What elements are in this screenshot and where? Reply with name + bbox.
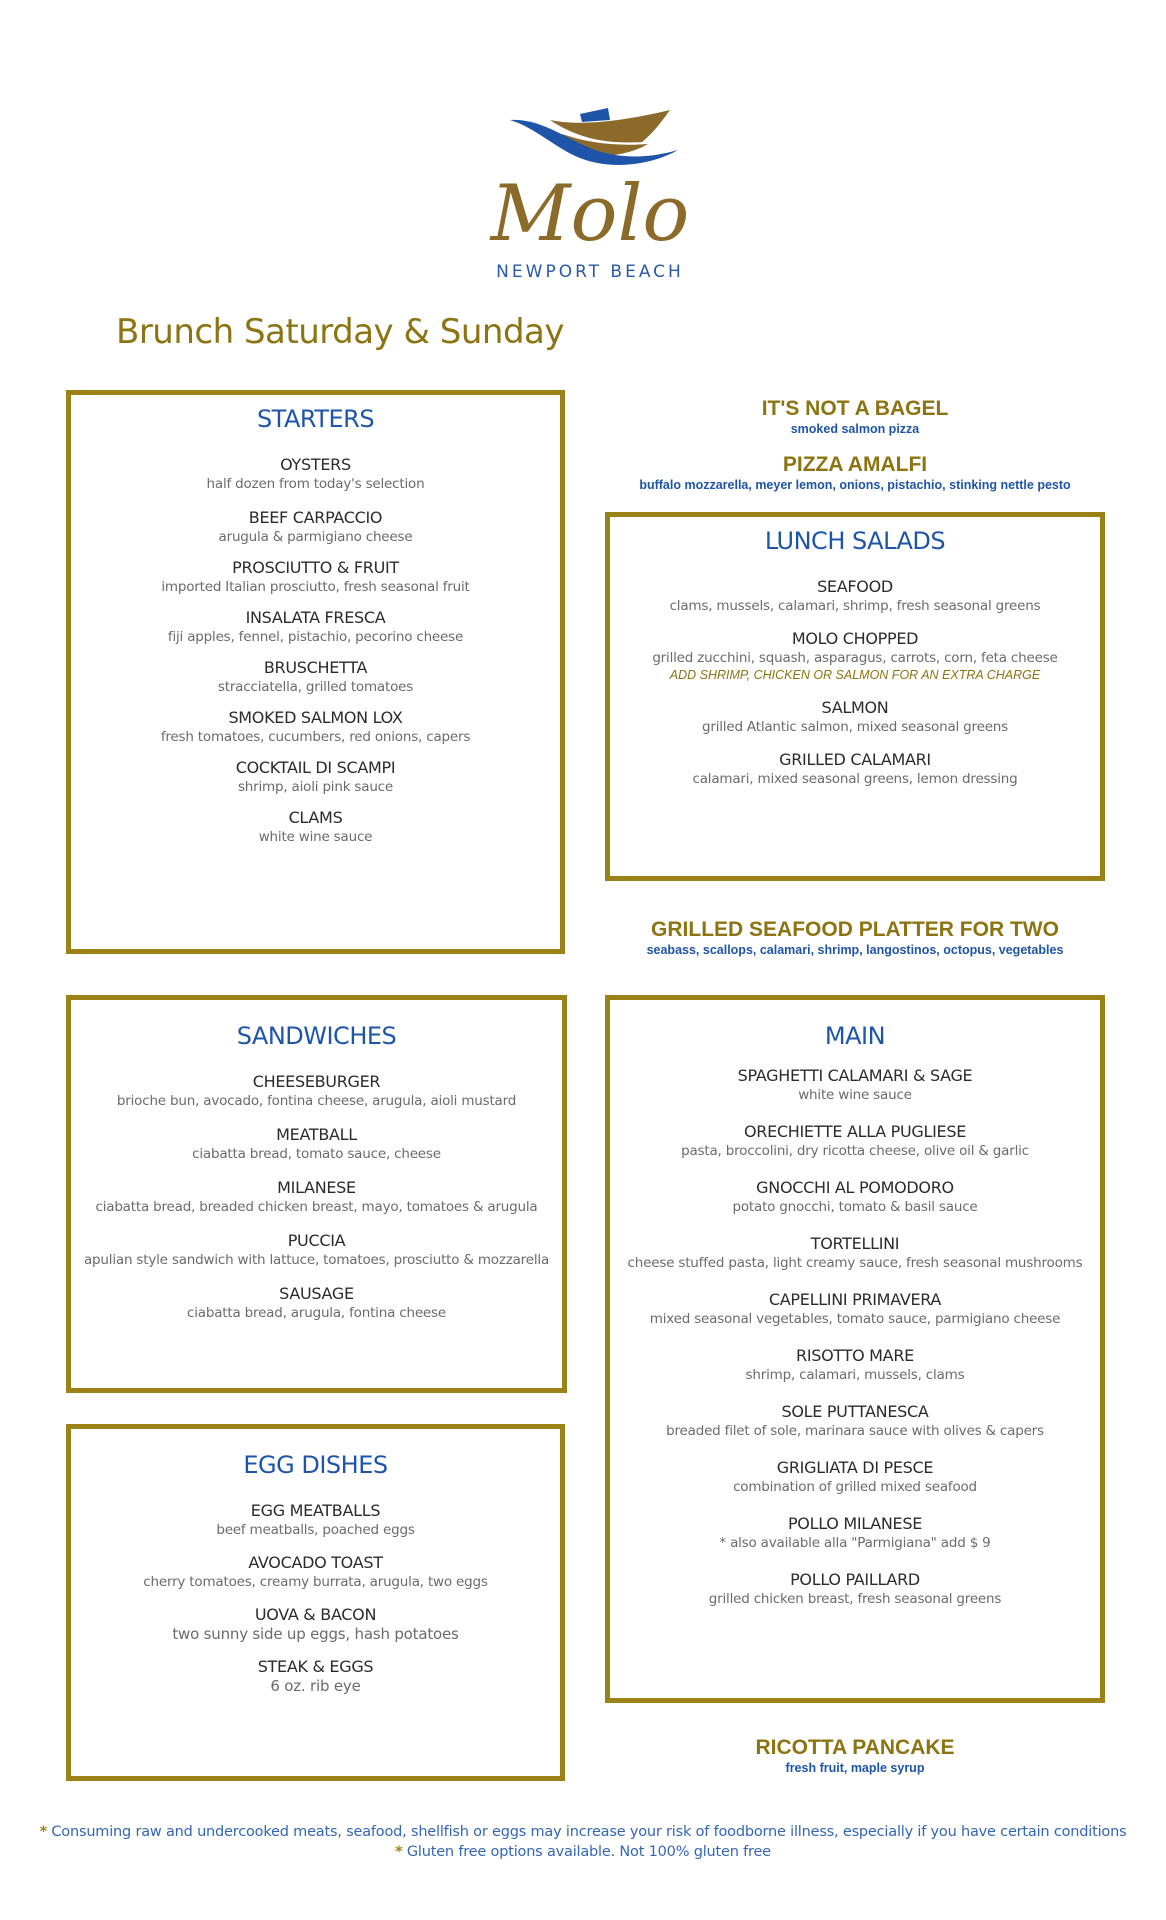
menu-item (71, 808, 560, 846)
section-title: SANDWICHES (236, 1022, 397, 1050)
item-name: UOVA & BACON (254, 1605, 377, 1624)
egg-dishes-section (66, 1424, 565, 1781)
boat-logo-icon (470, 100, 710, 260)
item-desc: shrimp, aioli pink sauce (237, 779, 394, 795)
item-desc: grilled zucchini, squash, asparagus, carrots, corn, feta cheese (652, 650, 1058, 666)
feature-name: GRILLED SEAFOOD PLATTER FOR TWO (651, 918, 1059, 941)
item-desc: beef meatballs, poached eggs (216, 1522, 415, 1538)
menu-item (71, 558, 560, 596)
main-section (605, 995, 1105, 1703)
feature-name: IT'S NOT A BAGEL (761, 397, 949, 420)
item-name: STEAK & EGGS (257, 1657, 374, 1676)
item-name: SALMON (821, 698, 889, 717)
item-name: MOLO CHOPPED (791, 629, 919, 648)
item-desc: fiji apples, fennel, pistachio, pecorino cheese (167, 629, 464, 645)
item-desc: combination of grilled mixed seafood (733, 1479, 977, 1495)
item-desc: calamari, mixed seasonal greens, lemon dressing (692, 771, 1018, 787)
footer-line-1: Consuming raw and undercooked meats, seafood, shellfish or eggs may increase your risk of foodborne illness, especially if you have certain conditions (51, 1824, 1127, 1840)
item-name: MEATBALL (276, 1125, 357, 1144)
menu-item (71, 1125, 562, 1163)
item-name: COCKTAIL DI SCAMPI (235, 758, 396, 777)
item-desc: two sunny side up eggs, hash potatoes (172, 1625, 459, 1643)
menu-item (71, 1178, 562, 1216)
item-desc: 6 oz. rib eye (270, 1677, 361, 1695)
feature-name: PIZZA AMALFI (782, 453, 928, 476)
item-name: GRIGLIATA DI PESCE (776, 1458, 934, 1477)
menu-item (610, 1066, 1100, 1104)
item-desc: grilled chicken breast, fresh seasonal greens (708, 1591, 1002, 1607)
item-desc: fresh tomatoes, cucumbers, red onions, capers (160, 729, 471, 745)
item-desc: shrimp, calamari, mussels, clams (745, 1367, 965, 1383)
item-name: GRILLED CALAMARI (779, 750, 931, 769)
menu-item (71, 608, 560, 646)
menu-item (71, 658, 560, 696)
item-name: SMOKED SALMON LOX (228, 708, 403, 727)
menu-item (610, 1402, 1100, 1440)
item-desc: pasta, broccolini, dry ricotta cheese, olive oil & garlic (681, 1143, 1029, 1159)
item-name: EGG MEATBALLS (250, 1501, 381, 1520)
item-desc: mixed seasonal vegetables, tomato sauce, parmigiano cheese (649, 1311, 1061, 1327)
menu-item (71, 1231, 562, 1269)
starters-section (66, 390, 565, 954)
feature-desc: smoked salmon pizza (790, 422, 920, 436)
item-desc: grilled Atlantic salmon, mixed seasonal greens (701, 719, 1008, 735)
item-name: PROSCIUTTO & FRUIT (232, 558, 399, 577)
menu-item (610, 1458, 1100, 1496)
logo-place-name: NEWPORT BEACH (496, 262, 684, 282)
item-desc: cherry tomatoes, creamy burrata, arugula, two eggs (143, 1574, 488, 1590)
menu-item (71, 508, 560, 546)
item-desc: stracciatella, grilled tomatoes (217, 679, 414, 695)
item-desc: half dozen from today's selection (206, 476, 425, 492)
section-title: EGG DISHES (243, 1451, 388, 1479)
menu-item (610, 1514, 1100, 1552)
item-name: GNOCCHI AL POMODORO (756, 1178, 954, 1197)
item-desc: arugula & parmigiano cheese (218, 529, 413, 545)
item-desc: white wine sauce (798, 1087, 912, 1103)
item-name: CHEESEBURGER (252, 1072, 381, 1091)
footer-gluten (0, 1842, 1166, 1862)
menu-item (610, 1570, 1100, 1608)
menu-item (71, 1553, 560, 1591)
feature-desc: fresh fruit, maple syrup (785, 1761, 925, 1775)
item-desc: breaded filet of sole, marinara sauce with olives & capers (666, 1423, 1044, 1439)
item-name: SOLE PUTTANESCA (781, 1402, 929, 1421)
item-name: PUCCIA (287, 1231, 346, 1250)
menu-item (71, 455, 560, 493)
menu-item (610, 1178, 1100, 1216)
asterisk: * (395, 1844, 403, 1860)
item-desc: ciabatta bread, tomato sauce, cheese (192, 1146, 441, 1162)
item-desc: cheese stuffed pasta, light creamy sauce, fresh seasonal mushrooms (627, 1255, 1083, 1271)
menu-item (610, 577, 1100, 615)
feature-desc: buffalo mozzarella, meyer lemon, onions, pistachio, stinking nettle pesto (639, 478, 1071, 492)
menu-item (71, 1605, 560, 1643)
item-desc: potato gnocchi, tomato & basil sauce (732, 1199, 978, 1215)
brunch-title: Brunch Saturday & Sunday (116, 312, 565, 352)
menu-item (71, 708, 560, 746)
item-name: BEEF CARPACCIO (248, 508, 383, 527)
molo-logo (470, 100, 710, 290)
svg-text:Molo: Molo (490, 169, 690, 259)
item-name: OYSTERS (280, 455, 351, 474)
menu-item (610, 1234, 1100, 1272)
item-desc: ciabatta bread, breaded chicken breast, mayo, tomatoes & arugula (95, 1199, 538, 1215)
feature-ricotta-pancake (605, 1736, 1105, 1776)
item-name: CLAMS (288, 808, 343, 827)
section-title: LUNCH SALADS (764, 527, 946, 555)
item-name: MILANESE (277, 1178, 356, 1197)
feature-pizza-amalfi (600, 453, 1110, 493)
menu-item (71, 1657, 560, 1695)
item-desc: brioche bun, avocado, fontina cheese, arugula, aioli mustard (116, 1093, 517, 1109)
feature-seafood-platter (600, 918, 1110, 958)
item-desc: ciabatta bread, arugula, fontina cheese (187, 1305, 446, 1321)
item-name: RISOTTO MARE (796, 1346, 914, 1365)
menu-item (71, 1072, 562, 1110)
item-desc: * also available alla "Parmigiana" add $ 9 (719, 1535, 991, 1551)
item-desc: imported Italian prosciutto, fresh seasonal fruit (161, 579, 470, 595)
sandwiches-section (66, 995, 567, 1393)
asterisk: * (39, 1824, 47, 1840)
menu-item (610, 629, 1100, 684)
section-title: MAIN (824, 1022, 886, 1050)
item-name: POLLO MILANESE (787, 1514, 923, 1533)
item-name: BRUSCHETTA (263, 658, 368, 677)
footer-line-2: Gluten free options available. Not 100% gluten free (406, 1844, 771, 1860)
footer-disclaimer (0, 1822, 1166, 1842)
feature-bagel (610, 397, 1100, 437)
salads-section (605, 512, 1105, 881)
menu-item (71, 758, 560, 796)
menu-item (610, 1122, 1100, 1160)
item-name: ORECHIETTE ALLA PUGLIESE (743, 1122, 967, 1141)
menu-item (610, 698, 1100, 736)
item-name: INSALATA FRESCA (245, 608, 386, 627)
item-name: AVOCADO TOAST (248, 1553, 383, 1572)
item-name: POLLO PAILLARD (790, 1570, 920, 1589)
feature-desc: seabass, scallops, calamari, shrimp, langostinos, octopus, vegetables (646, 943, 1064, 957)
menu-item (71, 1501, 560, 1539)
item-note: ADD SHRIMP, CHICKEN OR SALMON FOR AN EXTRA CHARGE (669, 668, 1041, 682)
menu-item (610, 750, 1100, 788)
item-desc: white wine sauce (258, 829, 373, 845)
section-title: STARTERS (256, 405, 375, 433)
item-name: SPAGHETTI CALAMARI & SAGE (737, 1066, 973, 1085)
menu-item (610, 1290, 1100, 1328)
feature-name: RICOTTA PANCAKE (755, 1736, 955, 1759)
menu-item (610, 1346, 1100, 1384)
item-name: TORTELLINI (810, 1234, 900, 1253)
item-desc: apulian style sandwich with lattuce, tomatoes, prosciutto & mozzarella (83, 1252, 550, 1268)
item-name: SEAFOOD (817, 577, 893, 596)
item-desc: clams, mussels, calamari, shrimp, fresh seasonal greens (669, 598, 1041, 614)
item-name: CAPELLINI PRIMAVERA (768, 1290, 942, 1309)
item-name: SAUSAGE (279, 1284, 354, 1303)
menu-item (71, 1284, 562, 1322)
